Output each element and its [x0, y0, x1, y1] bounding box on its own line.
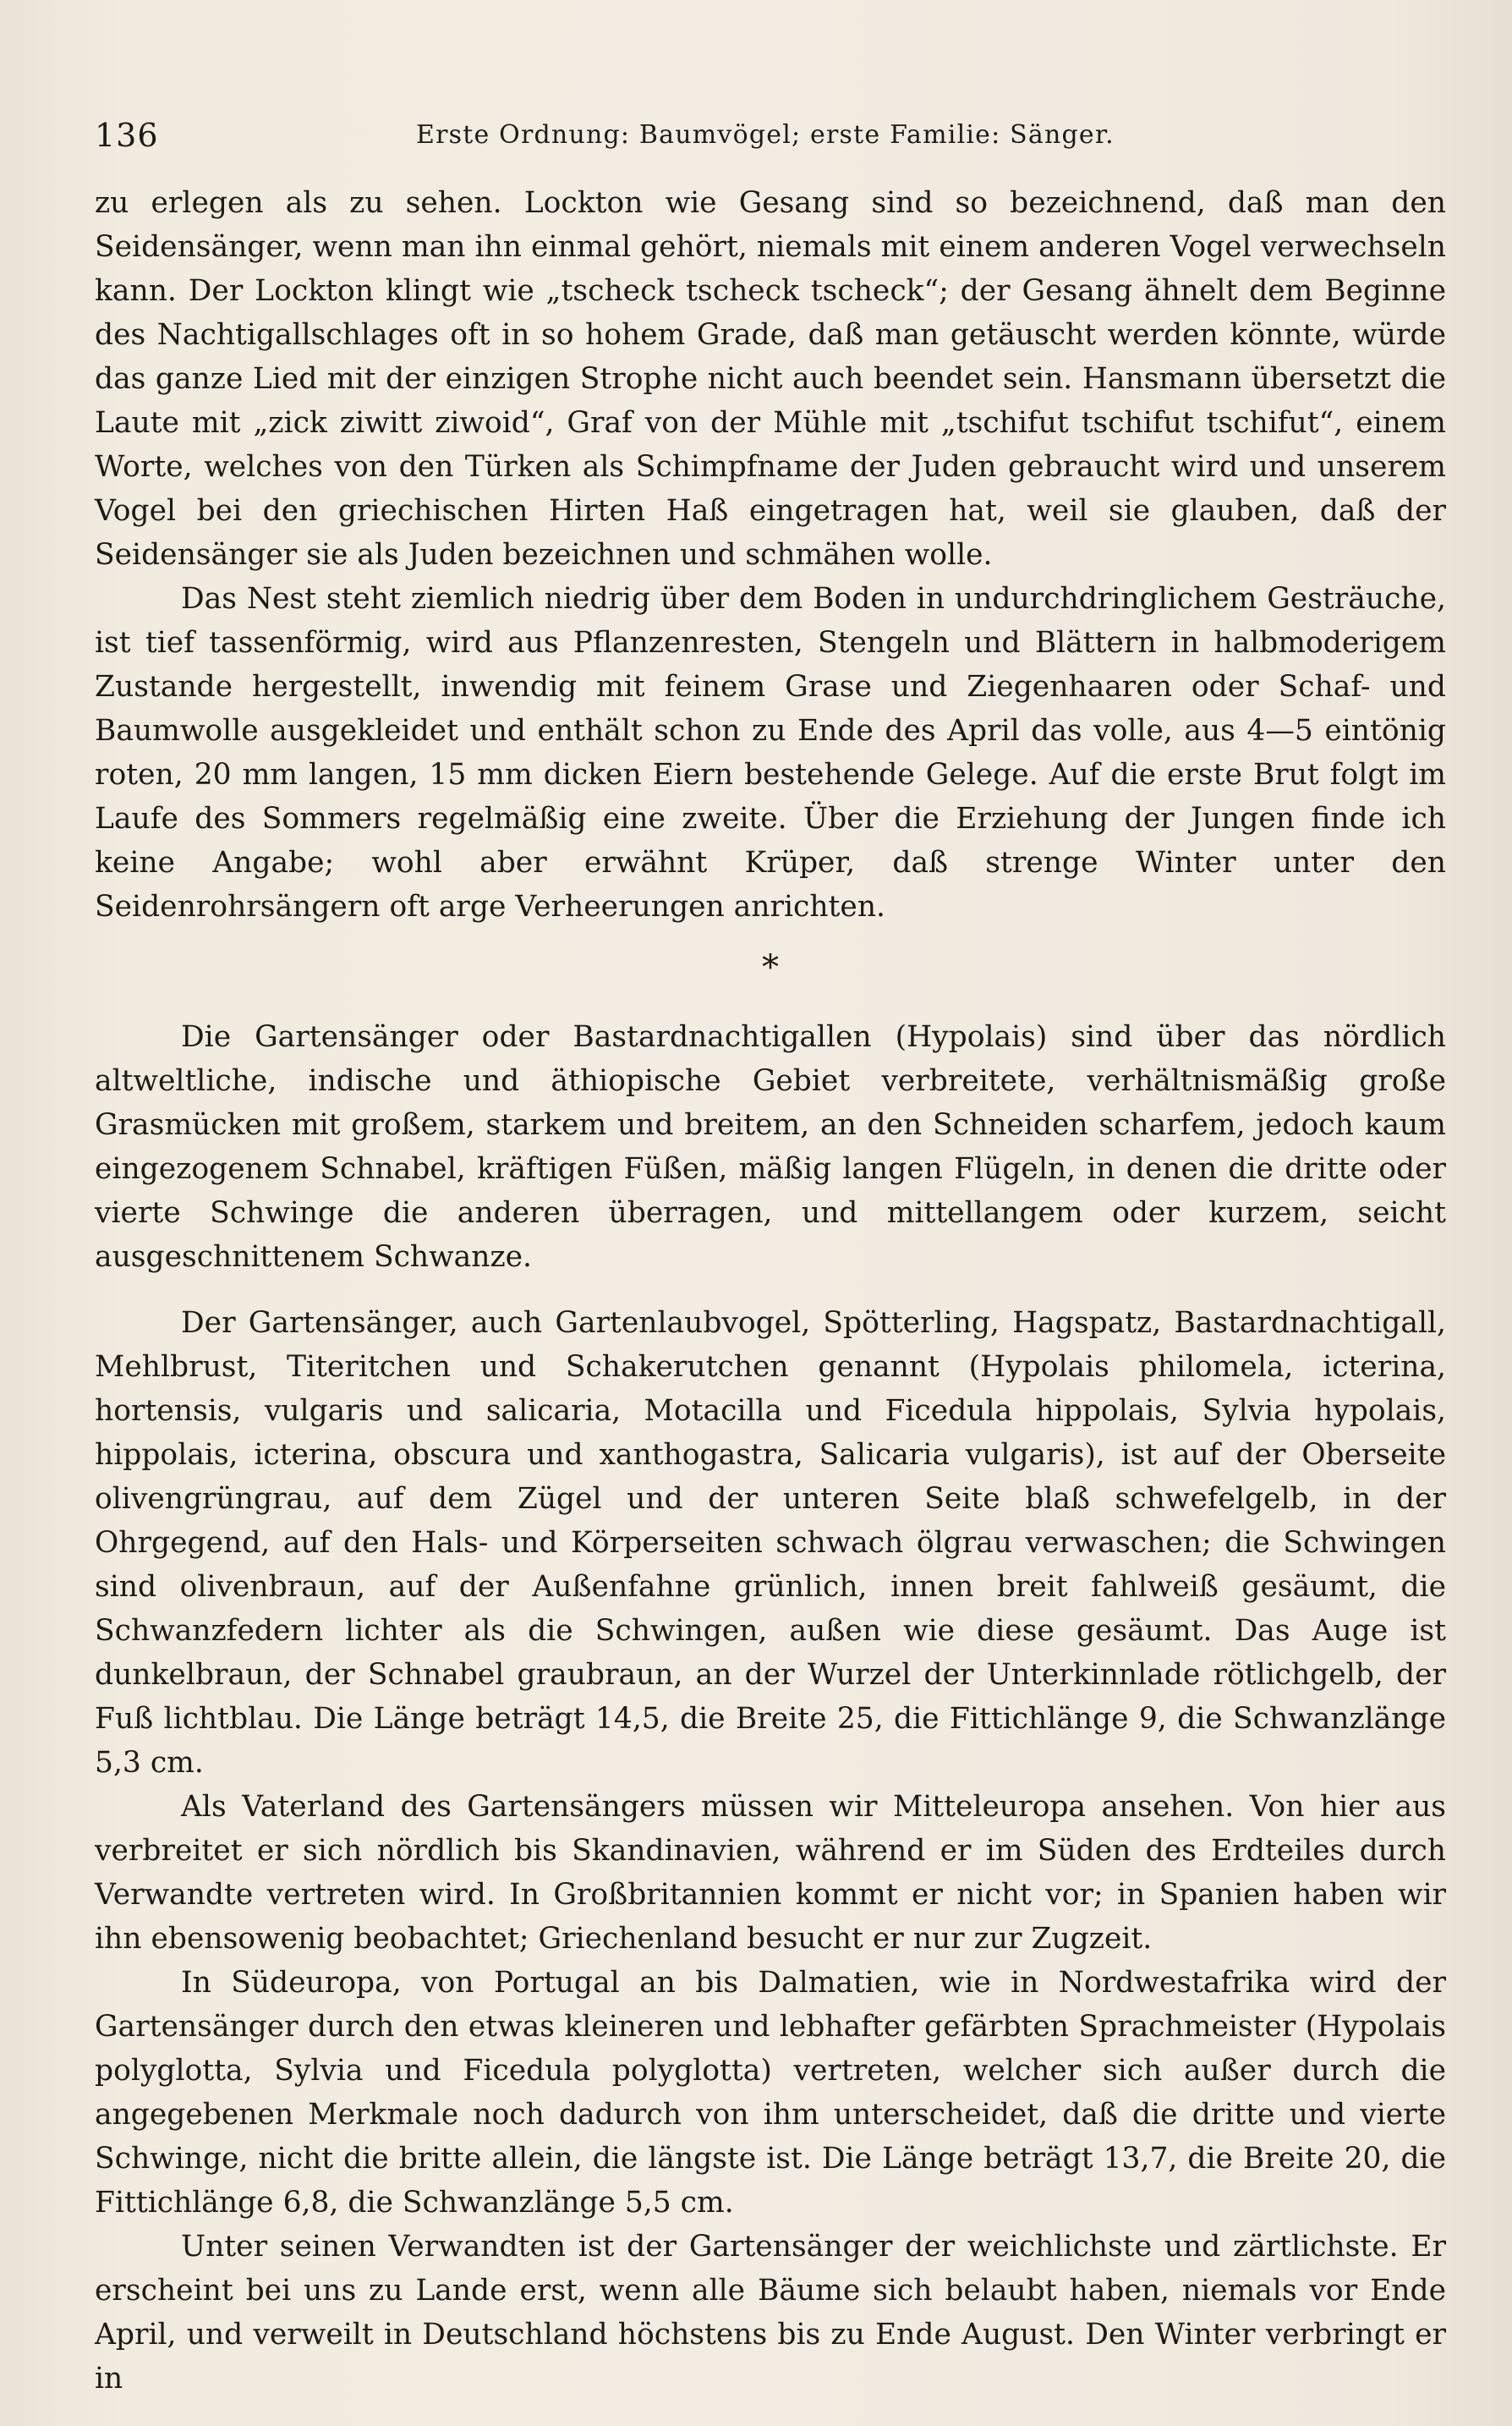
page-number: 136 [95, 117, 159, 154]
paragraph-5: Als Vaterland des Gartensängers müssen wir Mitteleuropa ansehen. Von hier aus verbreitet er sich nördlich bis Skandinavien, während er im Süden des Erdteiles durch Verwandte vertreten wird. In Großbritannien kommt er nicht vor; in Spanien haben wir ihn ebensowenig beobachtet; Griechenland besucht er nur zur Zugzeit. [95, 1790, 1446, 1956]
paragraph-6: In Südeuropa, von Portugal an bis Dalmatien, wie in Nordwestafrika wird der Gartensänger durch den etwas kleineren und lebhafter gefärbten Sprachmeister (Hypolais polyglotta, Sylvia und Ficedula polyglotta) vertreten, welcher sich außer durch die angegebenen Merkmale noch dadurch von ihm unterscheidet, daß die dritte und vierte Schwinge, nicht die britte allein, die längste ist. Die Länge beträgt 13,7, die Breite 20, die Fittichlänge 6,8, die Schwanzlänge 5,5 cm. [95, 1966, 1446, 2220]
body-text [95, 181, 1446, 2401]
section-ornament: * [762, 948, 779, 987]
paragraph-4: Der Gartensänger, auch Gartenlaubvogel, Spötterling, Hagspatz, Bastardnachtigall, Mehlbrust, Titeritchen und Schakerutchen genannt (Hypolais philomela, icterina, hortensis, vulgaris und salicaria, Motacilla und Ficedula hippolais, Sylvia hypolais, hippolais, icterina, obscura und xanthogastra, Salicaria vulgaris), ist auf der Oberseite olivengrüngrau, auf dem Zügel und der unteren Seite blaß schwefelgelb, in der Ohrgegend, auf den Hals- und Körperseiten schwach ölgrau verwaschen; die Schwingen sind olivenbraun, auf der Außenfahne grünlich, innen breit fahlweiß gesäumt, die Schwanzfedern lichter als die Schwingen, außen wie diese gesäumt. Das Auge ist dunkelbraun, der Schnabel graubraun, an der Wurzel der Unterkinnlade rötlichgelb, der Fuß lichtblau. Die Länge beträgt 14,5, die Breite 25, die Fittichlänge 9, die Schwanzlänge 5,3 cm. [95, 1306, 1446, 1780]
paragraph-7: Unter seinen Verwandten ist der Gartensänger der weichlichste und zärtlichste. Er erscheint bei uns zu Lande erst, wenn alle Bäume sich belaubt haben, niemals vor Ende April, und verweilt in Deutschland höchstens bis zu Ende August. Den Winter verbringt er in [95, 2230, 1446, 2396]
paragraph-3: Die Gartensänger oder Bastardnachtigallen (Hypolais) sind über das nördlich altweltliche, indische und äthiopische Gebiet verbreitete, verhältnismäßig große Grasmücken mit großem, starkem und breitem, an den Schneiden scharfem, jedoch kaum eingezogenem Schnabel, kräftigen Füßen, mäßig langen Flügeln, in denen die dritte oder vierte Schwinge die anderen überragen, und mittellangem oder kurzem, seicht ausgeschnittenem Schwanze. [95, 1020, 1446, 1274]
paragraph-1: zu erlegen als zu sehen. Lockton wie Gesang sind so bezeichnend, daß man den Seidensänger, wenn man ihn einmal gehört, niemals mit einem anderen Vogel verwechseln kann. Der Lockton klingt wie „tscheck tscheck tscheck“; der Gesang ähnelt dem Beginne des Nachtigallschlages oft in so hohem Grade, daß man getäuscht werden könnte, würde das ganze Lied mit der einzigen Strophe nicht auch beendet sein. Hansmann übersetzt die Laute mit „zick ziwitt ziwoid“, Graf von der Mühle mit „tschifut tschifut tschifut“, einem Worte, welches von den Türken als Schimpfname der Juden gebraucht wird und unserem Vogel bei den griechischen Hirten Haß eingetragen hat, weil sie glauben, daß der Seidensänger sie als Juden bezeichnen und schmähen wolle. [95, 186, 1446, 572]
running-head: Erste Ordnung: Baumvögel; erste Familie: Sänger. [416, 120, 1115, 150]
paragraph-2: Das Nest steht ziemlich niedrig über dem Boden in undurchdringlichem Gesträuche, ist tief tassenförmig, wird aus Pflanzenresten, Stengeln und Blättern in halbmoderigem Zustande hergestellt, inwendig mit feinem Grase und Ziegenhaaren oder Schaf- und Baumwolle ausgekleidet und enthält schon zu Ende des April das volle, aus 4—5 eintönig roten, 20 mm langen, 15 mm dicken Eiern bestehende Gelege. Auf die erste Brut folgt im Laufe des Sommers regelmäßig eine zweite. Über die Erziehung der Jungen finde ich keine Angabe; wohl aber erwähnt Krüper, daß strenge Winter unter den Seidenrohrsängern oft arge Verheerungen anrichten. [95, 582, 1446, 924]
page-header [95, 117, 1448, 159]
